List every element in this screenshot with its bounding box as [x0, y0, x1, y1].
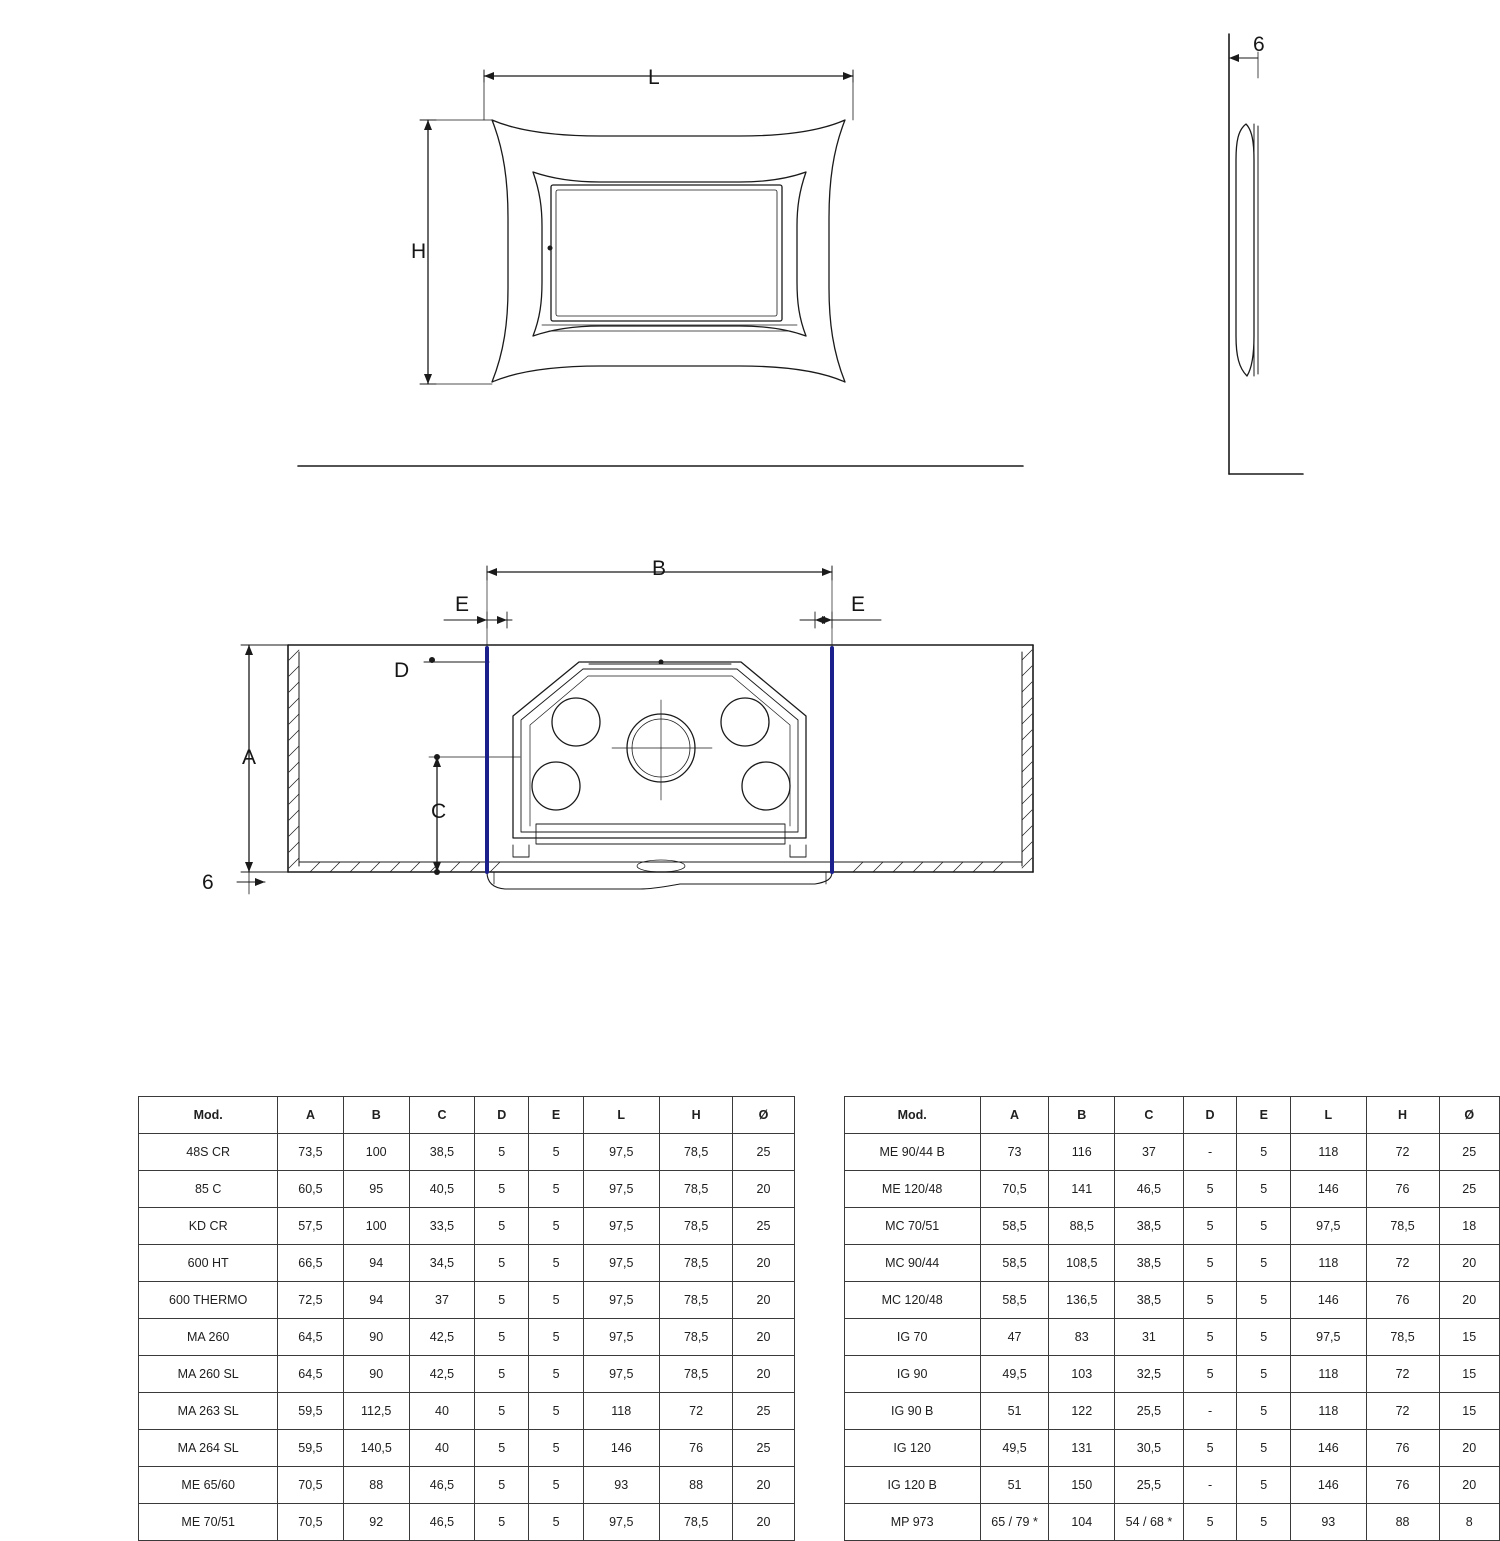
cell-value: 88	[659, 1467, 733, 1504]
table-row	[844, 1393, 1500, 1430]
cell-value: 78,5	[1366, 1319, 1439, 1356]
dim-label-B: B	[652, 557, 667, 581]
header-d: D	[1183, 1097, 1237, 1134]
cell-value: 5	[1183, 1504, 1237, 1541]
cell-value: 72	[1366, 1393, 1439, 1430]
table-row	[139, 1393, 795, 1430]
cell-value: 76	[1366, 1430, 1439, 1467]
dim-label-E-left: E	[455, 593, 470, 617]
cell-value: 131	[1049, 1430, 1115, 1467]
cell-value: 54 / 68 *	[1115, 1504, 1183, 1541]
cell-value: 116	[1049, 1134, 1115, 1171]
cell-value: 49,5	[980, 1430, 1048, 1467]
cell-value: 5	[1183, 1319, 1237, 1356]
header-mod: Mod.	[844, 1097, 980, 1134]
table-row	[844, 1282, 1500, 1319]
cell-value: 51	[980, 1467, 1048, 1504]
cell-value: 20	[1439, 1245, 1499, 1282]
cell-value: 5	[1237, 1208, 1291, 1245]
cell-model: 48S CR	[139, 1134, 278, 1171]
cell-value: 5	[1237, 1393, 1291, 1430]
cell-value: 42,5	[409, 1319, 474, 1356]
table-row	[139, 1171, 795, 1208]
cell-value: 118	[583, 1393, 659, 1430]
table-row	[139, 1208, 795, 1245]
cell-value: 100	[343, 1208, 409, 1245]
cell-value: 97,5	[583, 1356, 659, 1393]
cell-model: MA 260	[139, 1319, 278, 1356]
cell-value: 33,5	[409, 1208, 474, 1245]
cell-value: 15	[1439, 1319, 1499, 1356]
cell-value: 83	[1049, 1319, 1115, 1356]
table-row	[139, 1134, 795, 1171]
cell-value: 5	[1183, 1282, 1237, 1319]
cell-model: ME 65/60	[139, 1467, 278, 1504]
cell-value: 118	[1291, 1393, 1366, 1430]
cell-value: 95	[343, 1171, 409, 1208]
cell-value: 25	[733, 1208, 794, 1245]
header-a: A	[980, 1097, 1048, 1134]
cell-value: 64,5	[278, 1319, 343, 1356]
cell-model: MC 120/48	[844, 1282, 980, 1319]
table-header-row	[844, 1097, 1500, 1134]
cell-value: 60,5	[278, 1171, 343, 1208]
cell-value: 5	[1237, 1467, 1291, 1504]
cell-value: 5	[529, 1171, 583, 1208]
cell-value: 78,5	[659, 1356, 733, 1393]
cell-value: 5	[1237, 1282, 1291, 1319]
cell-value: 34,5	[409, 1245, 474, 1282]
cell-model: 600 THERMO	[139, 1282, 278, 1319]
cell-value: 25	[1439, 1134, 1499, 1171]
cell-value: 76	[659, 1430, 733, 1467]
cell-value: 88	[343, 1467, 409, 1504]
cell-value: 20	[1439, 1282, 1499, 1319]
cell-value: 5	[475, 1356, 529, 1393]
table-row	[844, 1356, 1500, 1393]
dim-label-thickness-side: 6	[1253, 33, 1265, 57]
cell-model: MC 90/44	[844, 1245, 980, 1282]
table-row	[139, 1282, 795, 1319]
cell-value: 46,5	[409, 1467, 474, 1504]
cell-value: 97,5	[583, 1282, 659, 1319]
cell-value: 78,5	[659, 1208, 733, 1245]
cell-model: IG 90 B	[844, 1393, 980, 1430]
cell-value: 108,5	[1049, 1245, 1115, 1282]
header-mod: Mod.	[139, 1097, 278, 1134]
cell-value: 72,5	[278, 1282, 343, 1319]
cell-value: 5	[1237, 1319, 1291, 1356]
cell-value: 5	[1237, 1245, 1291, 1282]
cell-value: 30,5	[1115, 1430, 1183, 1467]
cell-value: 97,5	[1291, 1208, 1366, 1245]
dim-label-E-right: E	[851, 593, 866, 617]
cell-value: 5	[475, 1319, 529, 1356]
cell-value: 118	[1291, 1134, 1366, 1171]
table-row	[139, 1430, 795, 1467]
cell-value: 31	[1115, 1319, 1183, 1356]
cell-value: 47	[980, 1319, 1048, 1356]
cell-value: 57,5	[278, 1208, 343, 1245]
cell-value: 93	[1291, 1504, 1366, 1541]
cell-value: 78,5	[659, 1171, 733, 1208]
header-c: C	[1115, 1097, 1183, 1134]
cell-value: 72	[1366, 1245, 1439, 1282]
cell-value: 58,5	[980, 1245, 1048, 1282]
table-row	[139, 1356, 795, 1393]
header-l: L	[583, 1097, 659, 1134]
cell-value: 146	[1291, 1282, 1366, 1319]
cell-value: 51	[980, 1393, 1048, 1430]
table-body-right	[844, 1134, 1500, 1541]
table-row	[844, 1208, 1500, 1245]
cell-value: 76	[1366, 1467, 1439, 1504]
cell-value: 97,5	[1291, 1319, 1366, 1356]
cell-value: 20	[1439, 1467, 1499, 1504]
cell-value: 59,5	[278, 1393, 343, 1430]
cell-model: MA 260 SL	[139, 1356, 278, 1393]
cell-model: IG 120 B	[844, 1467, 980, 1504]
table-row	[844, 1245, 1500, 1282]
cell-value: 5	[475, 1208, 529, 1245]
cell-value: -	[1183, 1467, 1237, 1504]
cell-value: 5	[475, 1282, 529, 1319]
cell-value: 5	[1183, 1171, 1237, 1208]
cell-value: 5	[1237, 1504, 1291, 1541]
cell-value: 5	[1237, 1356, 1291, 1393]
cell-value: 5	[529, 1393, 583, 1430]
cell-value: 5	[1183, 1208, 1237, 1245]
cell-value: 5	[529, 1504, 583, 1541]
cell-value: 146	[1291, 1171, 1366, 1208]
cell-value: 42,5	[409, 1356, 474, 1393]
cell-model: ME 70/51	[139, 1504, 278, 1541]
cell-model: IG 70	[844, 1319, 980, 1356]
cell-value: 5	[529, 1208, 583, 1245]
cell-value: 38,5	[1115, 1282, 1183, 1319]
spec-tables	[0, 1096, 1500, 1541]
cell-value: 97,5	[583, 1245, 659, 1282]
cell-model: MA 263 SL	[139, 1393, 278, 1430]
cell-value: 73,5	[278, 1134, 343, 1171]
cell-value: 38,5	[1115, 1208, 1183, 1245]
table-body-left	[139, 1134, 795, 1541]
cell-value: 38,5	[1115, 1245, 1183, 1282]
cell-value: 20	[733, 1282, 794, 1319]
cell-model: ME 90/44 B	[844, 1134, 980, 1171]
cell-value: 118	[1291, 1245, 1366, 1282]
cell-value: 5	[529, 1134, 583, 1171]
cell-value: 15	[1439, 1393, 1499, 1430]
cell-value: 90	[343, 1356, 409, 1393]
cell-value: 76	[1366, 1282, 1439, 1319]
dim-label-thickness-plan: 6	[202, 871, 214, 895]
cell-value: 20	[733, 1504, 794, 1541]
header-e: E	[529, 1097, 583, 1134]
header-h: H	[659, 1097, 733, 1134]
cell-value: 78,5	[659, 1319, 733, 1356]
cell-value: 46,5	[1115, 1171, 1183, 1208]
cell-value: 112,5	[343, 1393, 409, 1430]
table-header-row	[139, 1097, 795, 1134]
table-row	[139, 1319, 795, 1356]
cell-value: 20	[733, 1245, 794, 1282]
cell-value: 58,5	[980, 1208, 1048, 1245]
cell-value: 37	[409, 1282, 474, 1319]
cell-value: 90	[343, 1319, 409, 1356]
cell-value: 93	[583, 1467, 659, 1504]
cell-value: 5	[475, 1504, 529, 1541]
cell-value: 97,5	[583, 1134, 659, 1171]
spec-table-left	[138, 1096, 795, 1541]
cell-value: 25,5	[1115, 1393, 1183, 1430]
cell-value: 65 / 79 *	[980, 1504, 1048, 1541]
cell-value: 122	[1049, 1393, 1115, 1430]
header-b: B	[1049, 1097, 1115, 1134]
cell-value: 70,5	[278, 1467, 343, 1504]
cell-value: 100	[343, 1134, 409, 1171]
cell-value: 20	[733, 1319, 794, 1356]
cell-value: -	[1183, 1134, 1237, 1171]
table-row	[844, 1319, 1500, 1356]
cell-value: 78,5	[1366, 1208, 1439, 1245]
cell-value: 20	[1439, 1430, 1499, 1467]
cell-value: 72	[659, 1393, 733, 1430]
cell-value: 78,5	[659, 1245, 733, 1282]
cell-value: 59,5	[278, 1430, 343, 1467]
cell-value: 104	[1049, 1504, 1115, 1541]
header-a: A	[278, 1097, 343, 1134]
header-d: D	[475, 1097, 529, 1134]
cell-value: 40,5	[409, 1171, 474, 1208]
cell-value: 5	[529, 1430, 583, 1467]
cell-value: 136,5	[1049, 1282, 1115, 1319]
cell-value: 38,5	[409, 1134, 474, 1171]
header-l: L	[1291, 1097, 1366, 1134]
cell-model: IG 90	[844, 1356, 980, 1393]
cell-value: 94	[343, 1245, 409, 1282]
cell-value: 32,5	[1115, 1356, 1183, 1393]
cell-value: 92	[343, 1504, 409, 1541]
cell-value: 64,5	[278, 1356, 343, 1393]
cell-value: -	[1183, 1393, 1237, 1430]
cell-value: 103	[1049, 1356, 1115, 1393]
cell-value: 70,5	[980, 1171, 1048, 1208]
header-diameter: Ø	[1439, 1097, 1499, 1134]
cell-value: 88,5	[1049, 1208, 1115, 1245]
cell-value: 25	[1439, 1171, 1499, 1208]
cell-model: MC 70/51	[844, 1208, 980, 1245]
cell-value: 25	[733, 1393, 794, 1430]
dim-label-C: C	[431, 800, 447, 824]
cell-value: 141	[1049, 1171, 1115, 1208]
cell-value: 5	[475, 1171, 529, 1208]
cell-value: 20	[733, 1467, 794, 1504]
dim-label-A: A	[242, 746, 257, 770]
cell-value: 76	[1366, 1171, 1439, 1208]
dim-label-L: L	[648, 66, 660, 90]
spec-table-right	[844, 1096, 1500, 1541]
table-row	[844, 1504, 1500, 1541]
cell-value: 5	[529, 1319, 583, 1356]
cell-model: MA 264 SL	[139, 1430, 278, 1467]
cell-value: 5	[1183, 1245, 1237, 1282]
cell-value: 58,5	[980, 1282, 1048, 1319]
cell-value: 5	[529, 1282, 583, 1319]
cell-value: 20	[733, 1171, 794, 1208]
table-row	[844, 1171, 1500, 1208]
cell-value: 97,5	[583, 1208, 659, 1245]
cell-value: 118	[1291, 1356, 1366, 1393]
cell-value: 25	[733, 1134, 794, 1171]
header-e: E	[1237, 1097, 1291, 1134]
cell-model: KD CR	[139, 1208, 278, 1245]
cell-value: 5	[475, 1467, 529, 1504]
cell-value: 72	[1366, 1134, 1439, 1171]
cell-model: MP 973	[844, 1504, 980, 1541]
cell-value: 40	[409, 1393, 474, 1430]
cell-model: 85 C	[139, 1171, 278, 1208]
cell-value: 150	[1049, 1467, 1115, 1504]
cell-value: 5	[529, 1245, 583, 1282]
cell-value: 88	[1366, 1504, 1439, 1541]
cell-value: 5	[529, 1356, 583, 1393]
cell-value: 8	[1439, 1504, 1499, 1541]
cell-value: 5	[1237, 1430, 1291, 1467]
dim-label-H: H	[411, 240, 427, 264]
cell-value: 5	[1237, 1134, 1291, 1171]
cell-value: 97,5	[583, 1171, 659, 1208]
cell-value: 140,5	[343, 1430, 409, 1467]
cell-value: 5	[1183, 1356, 1237, 1393]
cell-value: 78,5	[659, 1282, 733, 1319]
cell-model: 600 HT	[139, 1245, 278, 1282]
cell-value: 70,5	[278, 1504, 343, 1541]
cell-value: 72	[1366, 1356, 1439, 1393]
cell-value: 5	[475, 1430, 529, 1467]
table-row	[139, 1467, 795, 1504]
cell-model: ME 120/48	[844, 1171, 980, 1208]
table-row	[844, 1467, 1500, 1504]
cell-value: 46,5	[409, 1504, 474, 1541]
table-row	[139, 1245, 795, 1282]
header-diameter: Ø	[733, 1097, 794, 1134]
cell-value: 5	[475, 1134, 529, 1171]
cell-value: 78,5	[659, 1134, 733, 1171]
cell-value: 73	[980, 1134, 1048, 1171]
cell-model: IG 120	[844, 1430, 980, 1467]
cell-value: 66,5	[278, 1245, 343, 1282]
cell-value: 25	[733, 1430, 794, 1467]
table-row	[844, 1430, 1500, 1467]
cell-value: 5	[475, 1245, 529, 1282]
table-row	[844, 1134, 1500, 1171]
cell-value: 78,5	[659, 1504, 733, 1541]
cell-value: 25,5	[1115, 1467, 1183, 1504]
table-row	[139, 1504, 795, 1541]
cell-value: 146	[1291, 1467, 1366, 1504]
cell-value: 5	[1183, 1430, 1237, 1467]
cell-value: 18	[1439, 1208, 1499, 1245]
header-b: B	[343, 1097, 409, 1134]
cell-value: 40	[409, 1430, 474, 1467]
header-c: C	[409, 1097, 474, 1134]
cell-value: 97,5	[583, 1319, 659, 1356]
dim-label-D: D	[394, 659, 410, 683]
cell-value: 97,5	[583, 1504, 659, 1541]
cell-value: 94	[343, 1282, 409, 1319]
cell-value: 5	[1237, 1171, 1291, 1208]
cell-value: 5	[529, 1467, 583, 1504]
cell-value: 49,5	[980, 1356, 1048, 1393]
cell-value: 5	[475, 1393, 529, 1430]
cell-value: 146	[1291, 1430, 1366, 1467]
cell-value: 15	[1439, 1356, 1499, 1393]
cell-value: 37	[1115, 1134, 1183, 1171]
cell-value: 20	[733, 1356, 794, 1393]
header-h: H	[1366, 1097, 1439, 1134]
cell-value: 146	[583, 1430, 659, 1467]
